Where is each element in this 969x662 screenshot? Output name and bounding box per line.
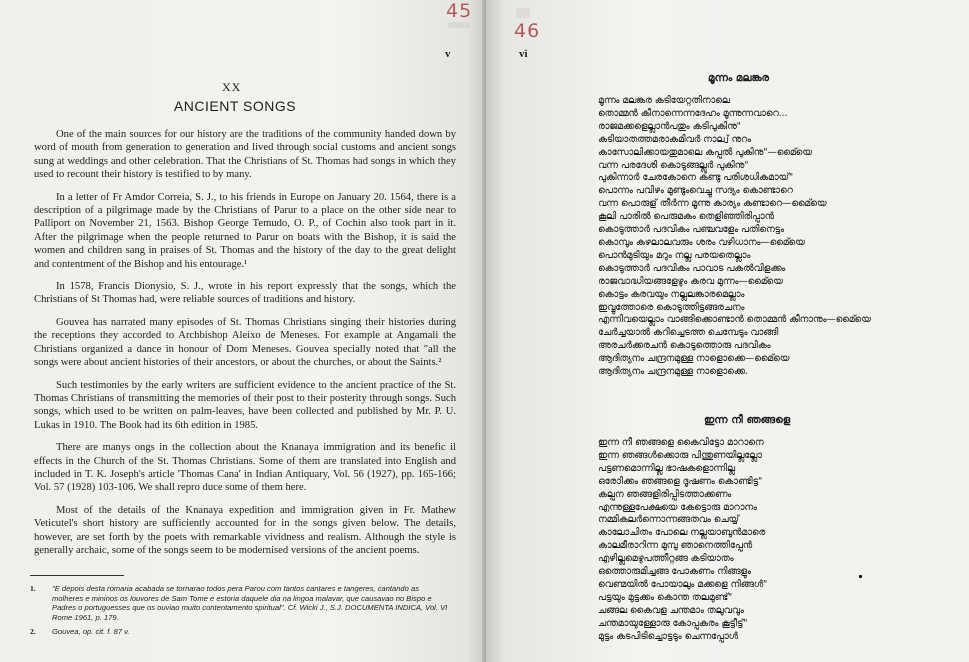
faint-pencil-mark <box>448 22 470 28</box>
verse-line: പൊൻമുടിയും മറും നല്ല പരയതെല്ലാം <box>598 249 751 261</box>
verse-line: ആദിത്യനം ചന്ദ്രനമുള്ള നാളൊക്കെ. <box>598 366 748 378</box>
verse-line: മുട്ടം കടപിടിച്ചൊട്ടടും ചെന്നപ്പോൾ <box>598 630 738 642</box>
verse-line: മൂന്നം മലങ്കര കടിയേറ്റതിനാലെ <box>598 95 730 106</box>
verse-line: കടിയാതത്തമരാകമിവർ നാല്വ് നുറം <box>598 133 752 145</box>
verse-line: രാജമക്കളെല്ലാൻപതും കടിപുകിനു" <box>598 120 741 132</box>
verse-line: ചന്തമായുള്ളോരു കോപ്പകരം കൂട്ടീട്ട്" <box>598 617 748 629</box>
verse-line: കൊടുത്താർ പദവികം പാവാട പകൽവിളക്കം <box>598 262 786 274</box>
footnote-rule <box>30 575 124 576</box>
song-title: ഇന്ന നീ ഞങ്ങളെ <box>704 414 791 426</box>
verse-line: ഒരാേിക്കം ഞങ്ങളെ ദൂഷണം കൊണ്ടിട്ട" <box>598 475 763 487</box>
song-verses <box>598 437 767 644</box>
footnote-number: 2. <box>30 627 36 637</box>
footnote <box>30 584 450 622</box>
verse-line: കൊമ്പും കഴലാലവരും ശരം വഴിധാനം—മൈ്യെ <box>598 236 805 248</box>
paragraph: Most of the details of the Knanaya expedition and immigration given in Fr. Mathew Veticutel's short history are sufficiently accounted for in the songs given below. The details, however, are set forth by the poets with remarkable vividness and realism. Although the style is generally archaic, some of the songs seem to be modernised versions of the ancient poems. <box>34 504 456 556</box>
footnote <box>30 627 450 637</box>
body-text <box>34 128 456 566</box>
verse-line: ഇവ്വുത്തോരെ കൊടുത്തിട്ടങ്ങരചനം <box>598 301 745 313</box>
verse-line: കൊടുത്താർ പദവികം പഞ്ചവളേം പതിനെട്ടം <box>598 224 784 236</box>
handwritten-page-number: 45 <box>446 0 473 22</box>
song-title: മൂന്നം മലങ്കര <box>708 72 770 84</box>
footnotes <box>30 584 450 642</box>
verse-line: പുകിന്നാർ ചേരകോനെ കണ്ടു പരിശധികമായ്" <box>598 172 794 184</box>
verse-line: അരചർക്കരചൻ കൊടുത്തൊരു പദവികം <box>598 340 771 352</box>
verse-line: ചേർച്ചയാൽ കറിച്ചെടത്ത ചെമ്പേടും വാങ്ങി <box>598 327 779 339</box>
footnote-number: 1. <box>30 584 36 593</box>
verse-line: പൊന്നം പവിഴം മുണ്ടുംവെച്ചു സദ്യം കൊണ്ടാറെ <box>598 185 793 197</box>
handwritten-page-number: 46 <box>514 20 541 42</box>
paragraph: Gouvea has narrated many episodes of St. Thomas Christians singing their histories during the receptions they accorded to Archbishop Aleixo de Meneses. For example at Angamali the Christians organized a dance in honour of Dom Meneses. Gouvea specially noted that "all the songs were about ancient histories of their ancestors, or about the churches, or about the Saints.² <box>34 316 456 369</box>
paragraph: One of the main sources for our history are the traditions of the community handed down by word of mouth from generation to generation and lived through social customs and ancient songs sung at weddings and other celebration. That the Christians of St. Thomas had songs in which they used to recount their history is testified to by many. <box>34 129 456 181</box>
chapter-number: XX <box>222 80 242 94</box>
verse-line: കൂലി പാരിൽ പെരുമകം തെളിഞ്ഞിരിപ്പാൻ <box>598 211 774 223</box>
footnote-text: "E depois desta romaria acabada se tornarao todos pera Parou com tantos cantares e tangeres, cantando as molheres e mininos os louvores de Sam Tome e estoria daquele dia na lingoa malavar, que causavao no Bispo e Padres o portuguesses que os ouviao muito contentamento spiritual". Cf. Wicki J., S.J. DOCUMENTA INDICA, Vol. VI Rome 1961, p. 179. <box>52 584 448 622</box>
roman-page-number: v <box>445 48 451 60</box>
verse-line: ഇന്ന നീ ഞങ്ങളെ കൈവിട്ടോ മാറാനെ <box>598 437 764 448</box>
verse-line: പട്ടണമൊന്നില്ല ഭാഷകളൊന്നില്ല <box>598 462 735 474</box>
paragraph: In 1578, Francis Dionysio, S. J., wrote in his report expressly that the songs, which the Christians of St Thomas had, were reliable sources of traditions and history. <box>34 281 456 306</box>
paragraph: In a letter of Fr Amdor Correia, S. J., to his friends in Europe on January 20. 1564, there is a description of a pilgrimage made by the Christians of Parur to a place on the other side near to Palliport on November 21, 1563. Bishop George Temudo, O. P., of Cochin also took part in it. After the pilgrimage when the people returned to Parur on boats with the Bishop, it is said the women and children sang in praises of St. Thomas and the history of the day to the great delight and contentment of the Bishop and his entourage.¹ <box>34 191 456 270</box>
right-page <box>486 0 969 662</box>
verse-line: എഴില്ലമെഴുപത്തീറ്റങ്ങ കടിയാതം <box>598 553 734 565</box>
verse-line: എന്നുള്ളപേക്ഷയെ കേട്ടൊരു മാറാനം <box>598 501 757 513</box>
verse-line: ആദിത്യനം ചന്ദ്രനമുള്ള നാളൊക്കെ—മൈ്യെ <box>598 353 790 365</box>
roman-page-number: vi <box>519 48 528 60</box>
verse-line: ചങ്ങല കൈവള ചന്തമാം തലുവവും <box>598 604 744 616</box>
verse-line: എന്നിവയെല്ലാം വാങ്ങിക്കൊണ്ടാൻ തൊമ്മൻ കീനാനും—മൈ്യെ <box>598 314 871 326</box>
paragraph: There are manys ongs in the collection about the Knanaya immigration and its benefic il effects in the Church of the St. Thomas Christians. Some of them are translated into English and included in T. K. Joseph's article 'Thomas Cana' in Indian Antiquary, Vol. 56 (1927), pp. 165-166; Vol. 57 (1928) 103-106. We shall repro duce some of them here. <box>34 442 456 494</box>
paragraph: Such testimonies by the early writers are sufficient evidence to the ancient practice of the St. Thomas Christians of transmitting the memories of their post to their posterity through songs. Such songs, which used to be written on palm-leaves, have been collected and published by Mr. P. U. Lukas in 1910. The Book had its 6th edition in 1985. <box>34 379 456 431</box>
footnote-text: Gouvea, op. cit. f. 87 v. <box>52 627 130 637</box>
verse-line: കല്പന ഞങ്ങളിരിപ്പിടത്താക്കണം <box>598 488 732 500</box>
verse-line: കാസോലിക്കായതുമാലെ കപ്പൽ പുകിനു"—മൈ്യെ <box>598 146 812 158</box>
verse-line: തൊമ്മൻ കീനാന്നെന്നദേഹം മൂന്നുന്നവാറെ... <box>598 107 788 119</box>
verse-line: കാലമീരാറിന്ന മുമ്പു ഞാനെത്തിപ്പേൻ <box>598 540 753 552</box>
verse-line: വന്ന പരദേശി കൊടുങ്ങല്ലൂർ പുകിനു" <box>598 159 749 171</box>
verse-line: പട്ടയും മുട്ടക്കം കൊന്ത തലമുണ്ട്" <box>598 591 733 603</box>
verse-line: ഒത്തൊരുമിച്ചങ്ങ പോകണം നിങ്ങളും <box>598 566 751 578</box>
chapter-title: ANCIENT SONGS <box>173 98 297 114</box>
verse-line: വെണ്മയിൽ പോയാലും മക്കളെ നിങ്ങൾ" <box>598 578 768 590</box>
verse-line: കാലോചിതം പോലെ നല്ലയാബുൻമാരെ <box>598 527 766 539</box>
verse-line: നമ്മികലർന്നൊന്നങ്ങതവം ചെയ്യ് <box>598 514 739 526</box>
song-verses <box>598 95 871 379</box>
ink-dot <box>859 575 862 578</box>
faint-pencil-mark <box>516 8 530 18</box>
verse-line: വന്ന പൊരുള് തീർന്ന മൂന്നു കാര്യം കണ്ടാറെ—മൈ്യെ <box>598 198 827 210</box>
verse-line: രാജവാദ്ധിയങ്ങളേഴും കരവ മുന്നം—മൈ്യെ <box>598 275 783 287</box>
verse-line: കൊട്ടം കരവയും നല്ലലങ്കാരമെല്ലാം <box>598 288 745 300</box>
verse-line: ഇന്ന ഞങ്ങൾക്കൊരു പിന്തുണയില്ലല്ലോ <box>598 449 762 461</box>
